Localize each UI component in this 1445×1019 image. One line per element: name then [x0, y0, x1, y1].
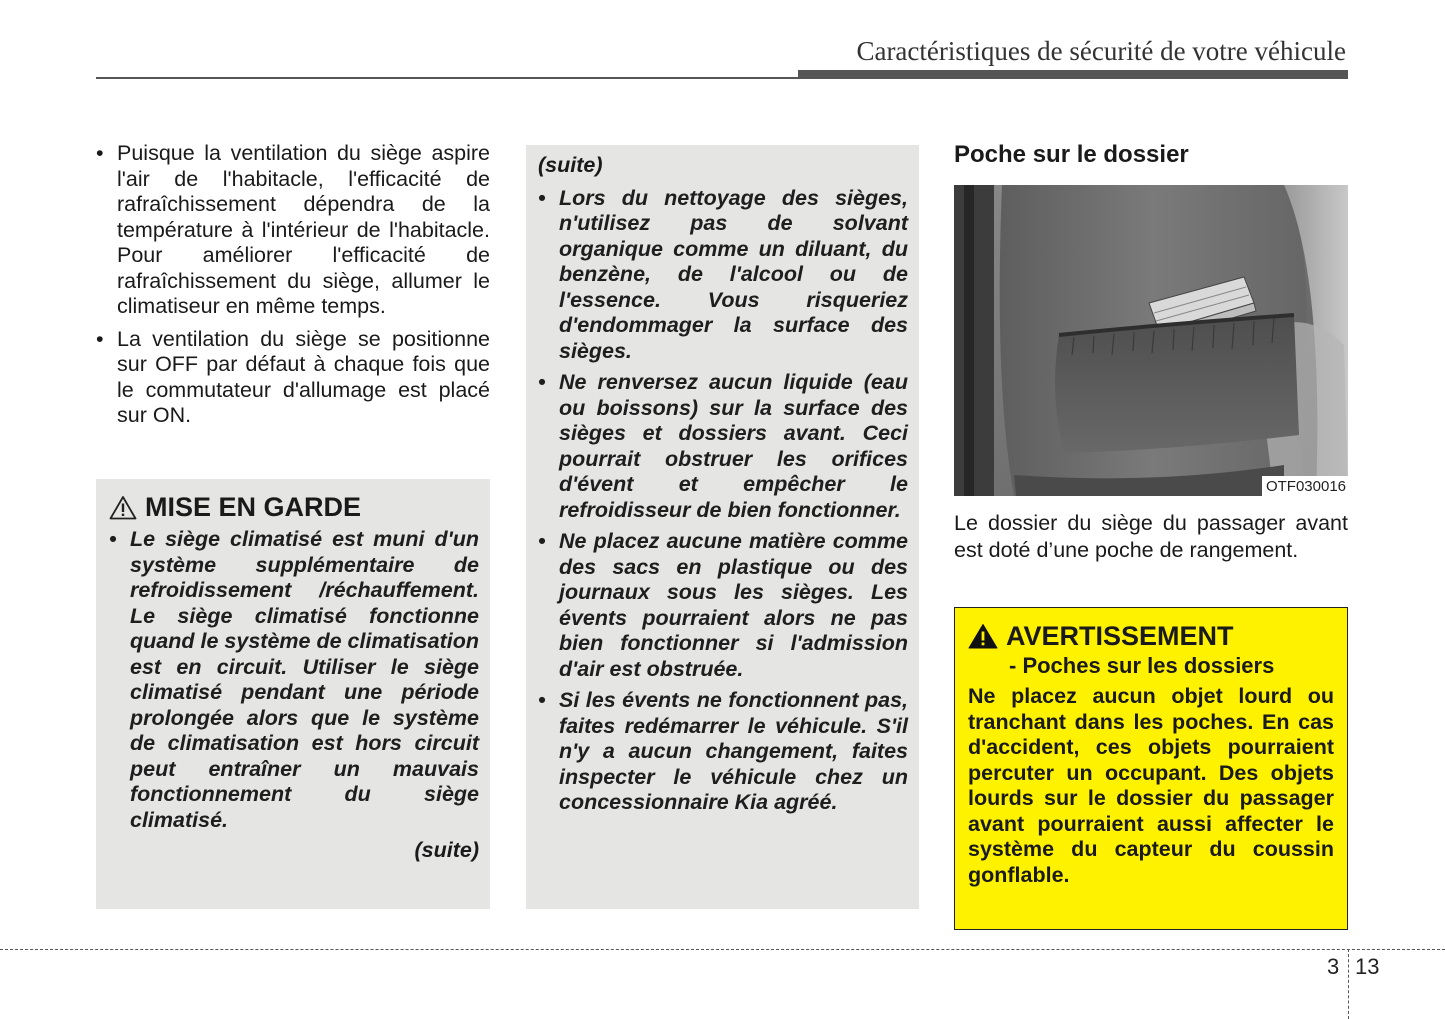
chapter-number: 3 — [1327, 954, 1340, 979]
footer-divider — [1348, 949, 1349, 1019]
section-title: Poche sur le dossier — [954, 141, 1189, 168]
photo-code: OTF030016 — [1262, 476, 1348, 496]
seatback-pocket-photo — [954, 185, 1348, 496]
warning-triangle-icon — [109, 495, 137, 520]
seatback-pocket-illustration — [954, 185, 1348, 496]
warning-text: Ne placez aucun objet lourd ou tranchant dans les poches. En cas d'accident, ces objets pourraient percuter un occupant. Des objets lourds sur le dossier du passager avant pourraient aussi affecter le système du capteur du coussin gonflable. — [968, 684, 1334, 887]
body-text: Le dossier du siège du passager avant est doté d’une poche de rangement. — [954, 511, 1348, 562]
warning-box — [954, 607, 1348, 930]
caution-title: MISE EN GARDE — [145, 491, 362, 522]
caution-item: • Lors du nettoyage des sièges, n'utilisez pas de solvant organique comme un diluant, du benzène, de l'alcool ou de l'essence. Vous risqueriez d'endommager la surface des sièges. — [538, 186, 908, 365]
caution-item: • Ne placez aucune matière comme des sacs en plastique ou des journaux sous les sièges. Les évents pourraient alors ne pas bien fonctionner si l'admission d'air est obstruée. — [538, 529, 908, 682]
caution-item: • Le siège climatisé est muni d'un système supplémentaire de refroidissement /réchauffement. Le siège climatisé fonctionne quand le système de climatisation est en circuit. Utiliser le siège climatisé pendant une période prolongée alors que le système de climatisation est hors circuit peut entraîner un mauvais fonctionnement du siège climatisé. — [109, 527, 479, 833]
footer-rule — [0, 949, 1445, 950]
caution-heading — [109, 491, 479, 523]
header-title: Caractéristiques de sécurité de votre véhicule — [856, 36, 1346, 66]
caution-box — [96, 479, 490, 909]
warning-triangle-icon — [968, 623, 998, 649]
warning-heading — [968, 620, 1334, 652]
page-number: 13 — [1355, 954, 1380, 979]
caution-continued-box — [526, 145, 919, 909]
continued-label: (suite) — [538, 153, 603, 177]
caution-item: • Si les évents ne fonctionnent pas, faites redémarrer le véhicule. S'il n'y a aucun changement, faites inspecter le véhicule chez un concessionnaire Kia agréé. — [538, 688, 908, 816]
warning-title: AVERTISSEMENT — [1006, 620, 1234, 651]
warning-subtitle: - Poches sur les dossiers — [1009, 653, 1275, 678]
bullet-item: • Puisque la ventilation du siège aspire l'air de l'habitacle, l'efficacité de rafraîchissement dépendra de la température à l'intérieur de l'habitacle. Pour améliorer l'efficacité de rafraîchissement du siège, allumer le climatiseur en même temps. — [96, 141, 490, 320]
header-rule-accent — [798, 70, 1348, 79]
bullet-item: • La ventilation du siège se positionne sur OFF par défaut à chaque fois que le commutateur d'allumage est placé sur ON. — [96, 327, 490, 429]
caution-item: • Ne renversez aucun liquide (eau ou boissons) sur la surface des sièges et dossiers avant. Ceci pourrait obstruer les orifices d'évent et empêcher le refroidisseur de bien fonctionner. — [538, 370, 908, 523]
column-1 — [96, 141, 490, 436]
continued-label: (suite) — [414, 838, 479, 862]
